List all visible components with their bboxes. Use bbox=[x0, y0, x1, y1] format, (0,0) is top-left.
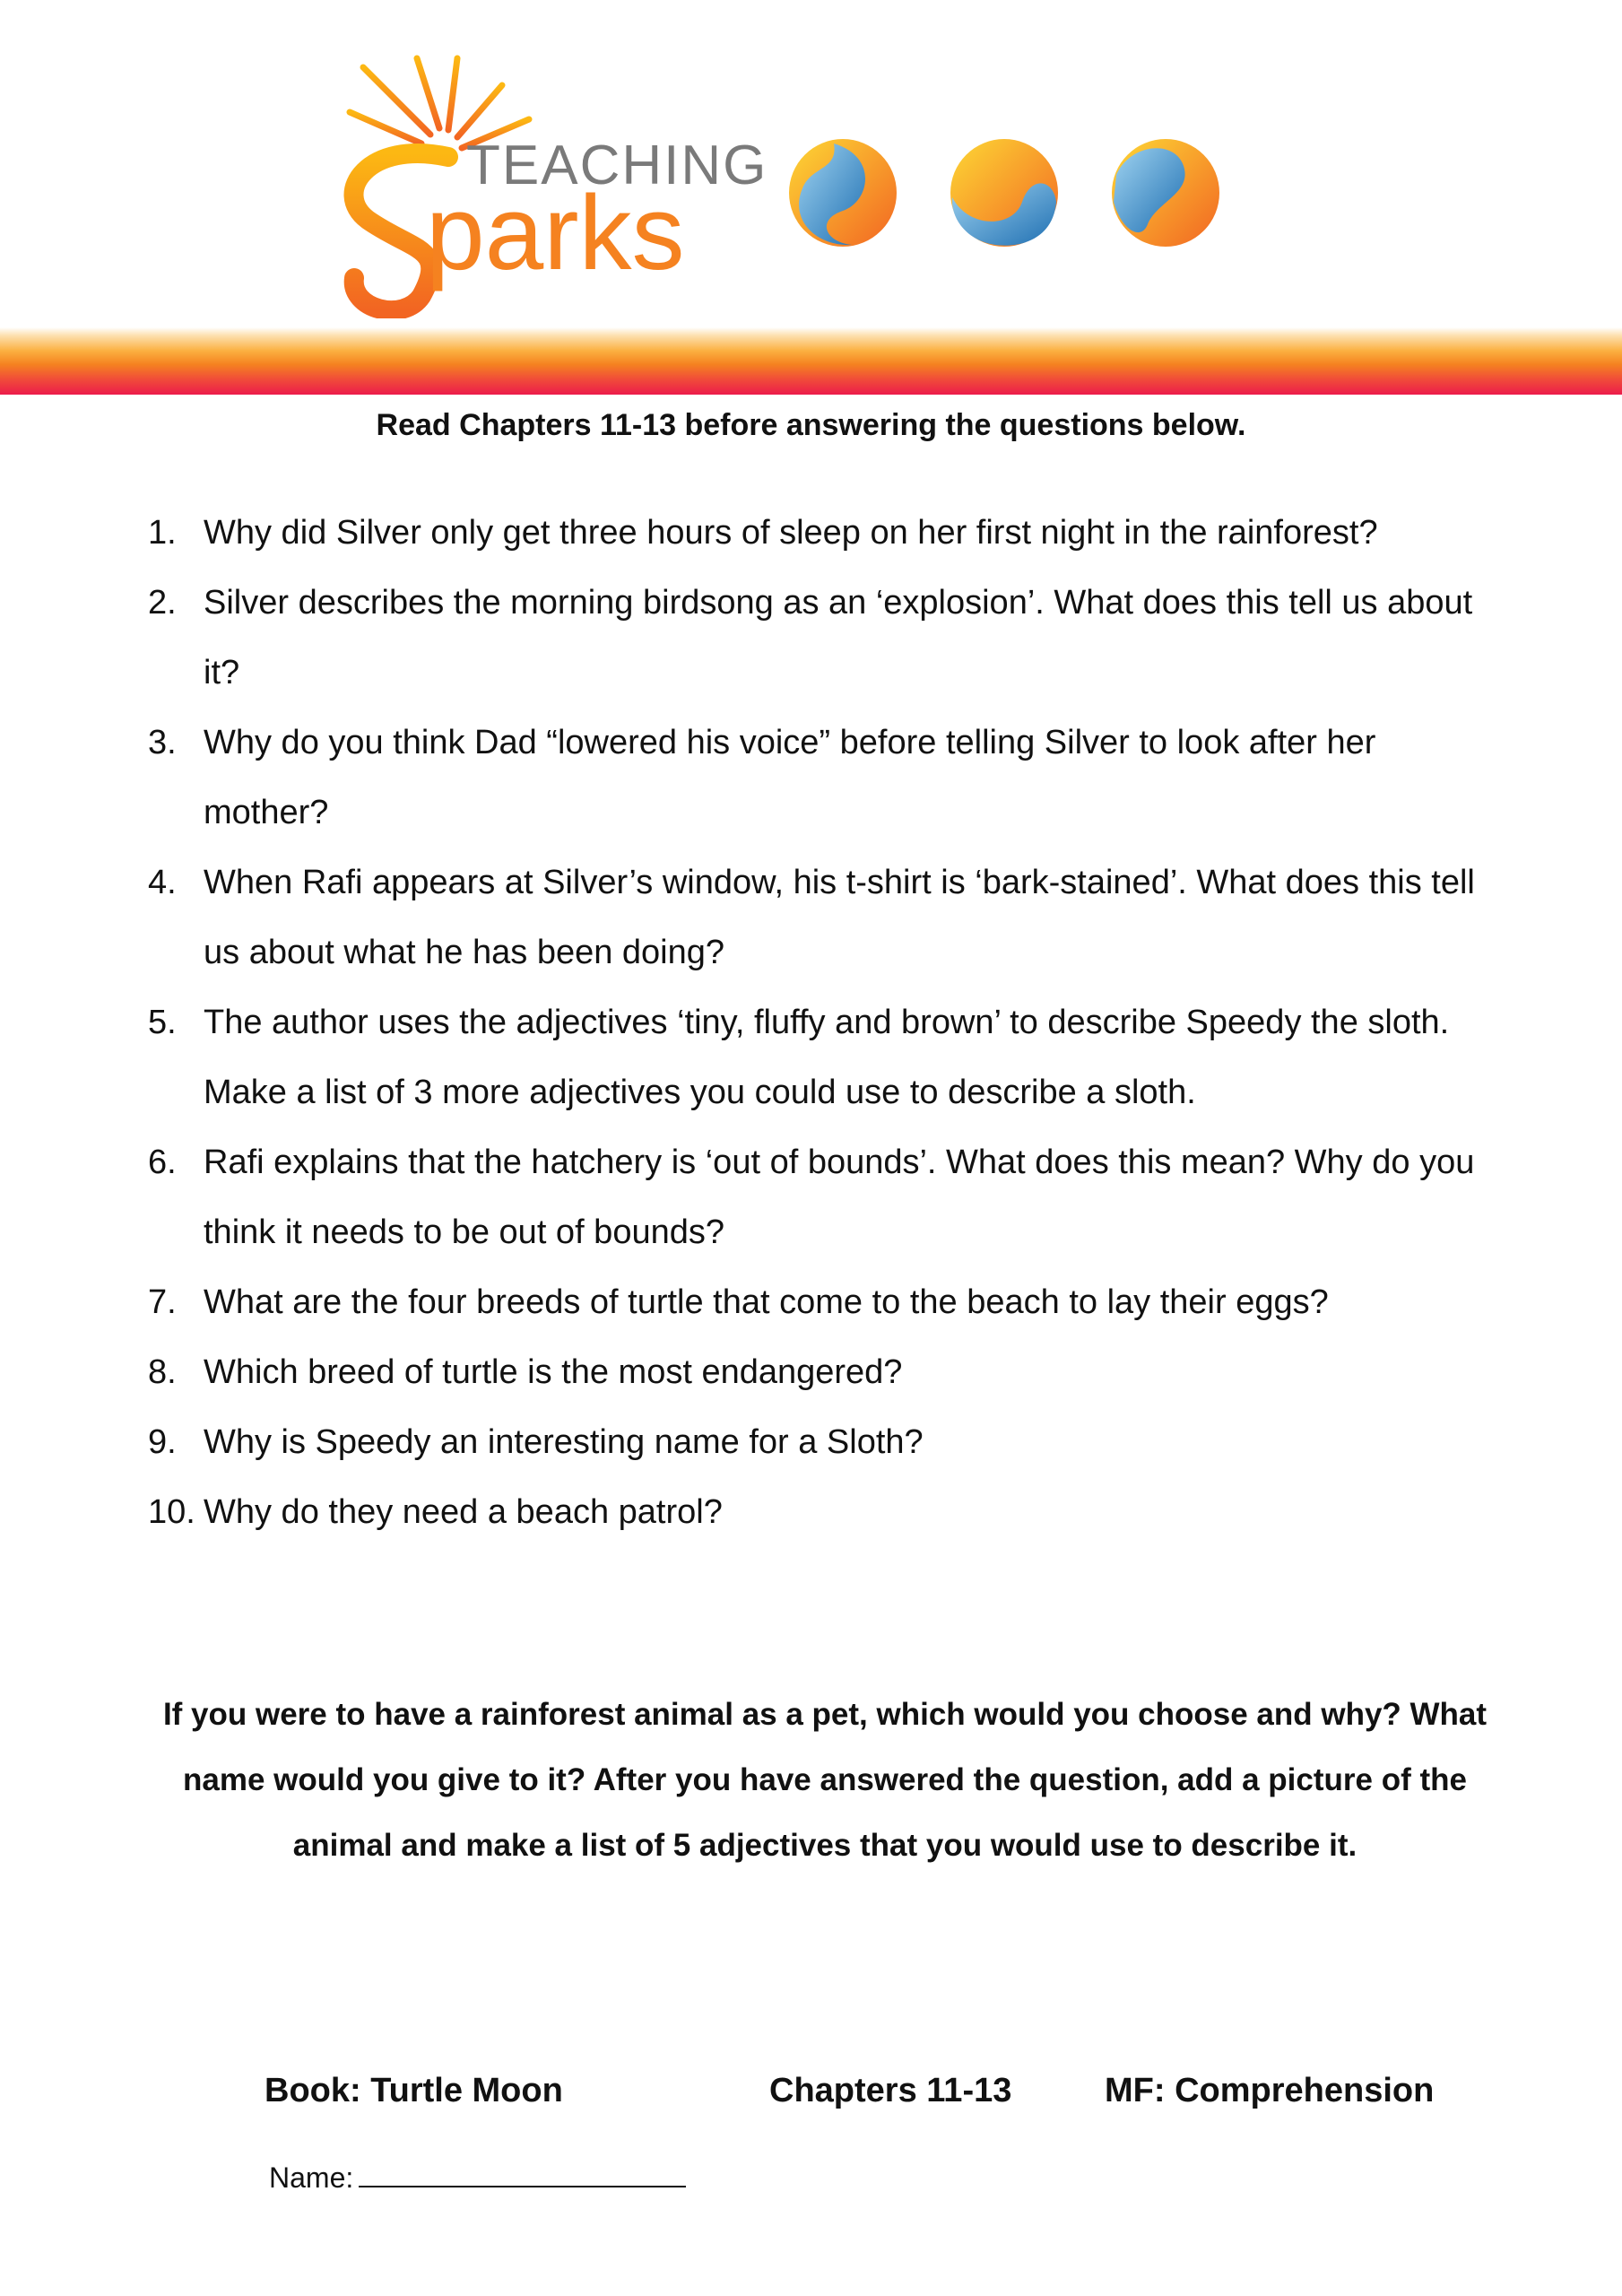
question-text: Silver describes the morning birdsong as an ‘explosion’. What does this tell us about it? bbox=[204, 584, 1473, 691]
header-gradient-bar bbox=[0, 327, 1622, 395]
question-item bbox=[148, 568, 1493, 708]
question-text: Why do you think Dad “lowered his voice” before telling Silver to look after her mother? bbox=[204, 724, 1376, 831]
question-text: Rafi explains that the hatchery is ‘out of bounds’. What does this mean? Why do you think it needs to be out of bounds? bbox=[204, 1144, 1475, 1251]
question-list bbox=[148, 498, 1493, 1547]
question-number: 5. bbox=[148, 1004, 177, 1041]
orange-swirl-ball-icon bbox=[789, 139, 897, 247]
question-number: 6. bbox=[148, 1144, 177, 1181]
name-label: Name: bbox=[269, 2161, 354, 2194]
question-item bbox=[148, 1407, 1493, 1477]
extension-task: If you were to have a rainforest animal as a pet, which would you choose and why? What name would you give to it? After you have answered the question, add a picture of the animal and make a list of 5 adjectives that you would use to describe it. bbox=[162, 1697, 1488, 1863]
question-text: What are the four breeds of turtle that come to the beach to lay their eggs? bbox=[204, 1283, 1329, 1321]
question-number: 1. bbox=[148, 514, 177, 552]
question-item bbox=[148, 1267, 1493, 1337]
name-field[interactable] bbox=[269, 2157, 686, 2195]
logo-teaching-text: TEACHING bbox=[466, 135, 768, 196]
question-text: Which breed of turtle is the most endangered? bbox=[204, 1353, 903, 1391]
question-item bbox=[148, 1337, 1493, 1407]
book-title-label: Book: Turtle Moon bbox=[265, 2072, 563, 2109]
question-item bbox=[148, 1127, 1493, 1267]
page-header bbox=[0, 0, 1622, 395]
question-item bbox=[148, 848, 1493, 987]
half-swirl-ball-icon bbox=[1112, 139, 1219, 247]
question-item bbox=[148, 708, 1493, 848]
question-number: 10. bbox=[148, 1493, 195, 1531]
question-number: 8. bbox=[148, 1353, 177, 1391]
focus-label: MF: Comprehension bbox=[1105, 2072, 1435, 2109]
name-blank-line[interactable] bbox=[359, 2157, 686, 2187]
question-number: 2. bbox=[148, 584, 177, 622]
question-text: Why do they need a beach patrol? bbox=[204, 1493, 723, 1531]
instructions-heading: Read Chapters 11-13 before answering the questions below. bbox=[376, 408, 1246, 442]
question-text: When Rafi appears at Silver’s window, his t-shirt is ‘bark-stained’. What does this tell us about what he has been doing? bbox=[204, 864, 1475, 971]
teaching-sparks-logo bbox=[314, 49, 1237, 318]
question-item bbox=[148, 1477, 1493, 1547]
question-item bbox=[148, 498, 1493, 568]
question-item bbox=[148, 987, 1493, 1127]
question-number: 3. bbox=[148, 724, 177, 761]
question-number: 4. bbox=[148, 864, 177, 901]
blue-swirl-ball-icon bbox=[950, 139, 1058, 247]
question-text: The author uses the adjectives ‘tiny, fluffy and brown’ to describe Speedy the sloth. Make a list of 3 more adjectives you could use to describe a sloth. bbox=[204, 1004, 1450, 1111]
question-number: 7. bbox=[148, 1283, 177, 1321]
chapters-label: Chapters 11-13 bbox=[769, 2072, 1012, 2109]
question-text: Why did Silver only get three hours of sleep on her first night in the rainforest? bbox=[204, 514, 1378, 552]
question-text: Why is Speedy an interesting name for a Sloth? bbox=[204, 1423, 924, 1461]
logo-sparks-text: parks bbox=[426, 174, 685, 292]
question-number: 9. bbox=[148, 1423, 177, 1461]
